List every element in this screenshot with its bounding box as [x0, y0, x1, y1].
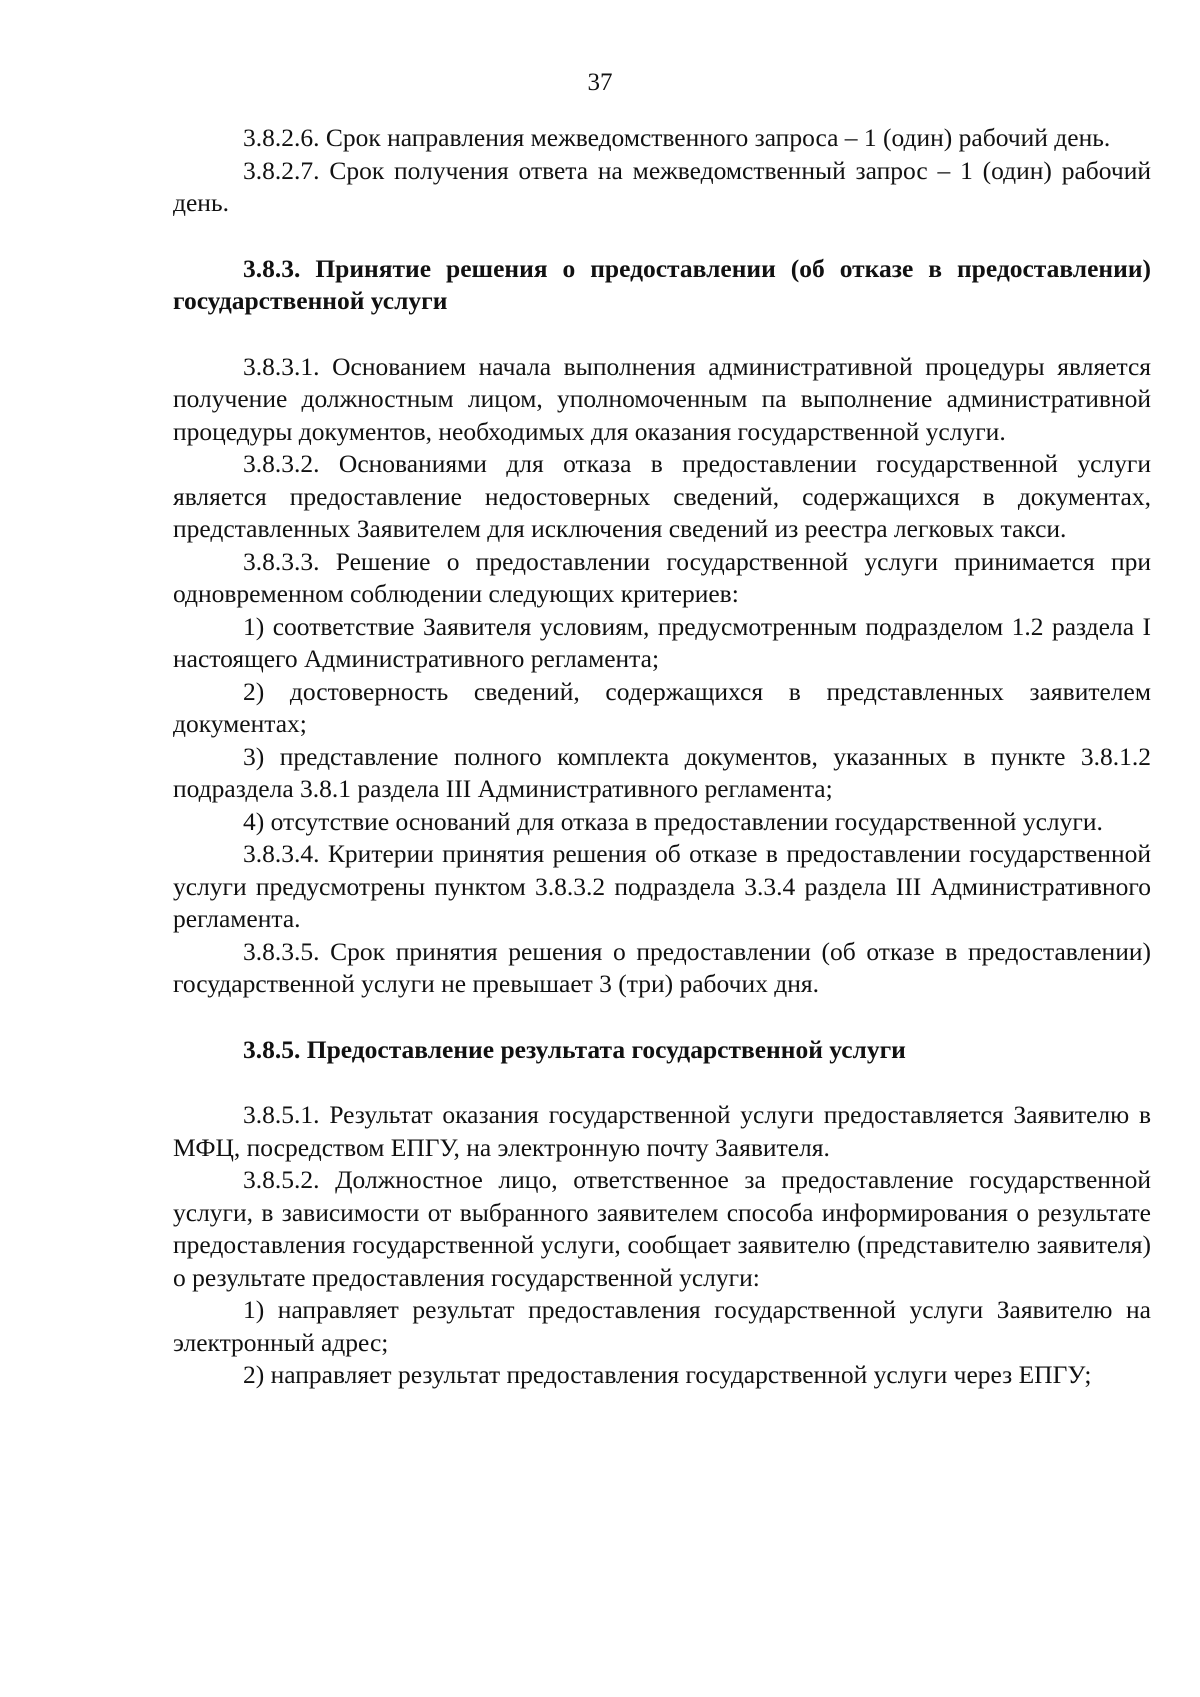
paragraph: 4) отсутствие оснований для отказа в предоставлении государственной услуги. [243, 806, 1103, 836]
blank-line [173, 1066, 1151, 1099]
paragraph: 3.8.5.2. Должностное лицо, ответственное за предоставление государственной услуги, в зависимости от выбранного заявителем способа информирования о результате предоставления государственной услуги, сообщает заявителю (представителю заявителя) о результате предоставления государственной услуги: [173, 1165, 1151, 1292]
page-number: 37 [587, 69, 613, 96]
paragraph: 3.8.5.1. Результат оказания государственной услуги предоставляется Заявителю в МФЦ, посредством ЕПГУ, на электронную почту Заявителя. [173, 1100, 1151, 1162]
blank-line [173, 1001, 1151, 1034]
blank-line [173, 220, 1151, 253]
paragraph: 1) направляет результат предоставления государственной услуги Заявителю на электронный адрес; [173, 1295, 1151, 1357]
paragraph: 3.8.2.6. Срок направления межведомственного запроса – 1 (один) рабочий день. [243, 123, 1111, 152]
section-heading: 3.8.3. Принятие решения о предоставлении (об отказе в предоставлении) государственной услуги [173, 253, 1151, 315]
paragraph: 3.8.3.1. Основанием начала выполнения административной процедуры является получение должностным лицом, уполномоченным па выполнение административной процедуры документов, необходимых для оказания государственной услуги. [173, 351, 1151, 446]
paragraph: 3) представление полного комплекта документов, указанных в пункте 3.8.1.2 подраздела 3.8.1 раздела III Административного регламента; [173, 741, 1151, 803]
paragraph: 3.8.3.3. Решение о предоставлении государственной услуги принимается при одновременном соблюдении следующих критериев: [173, 546, 1151, 608]
paragraph: 3.8.3.4. Критерии принятия решения об отказе в предоставлении государственной услуги предусмотрены пунктом 3.8.3.2 подраздела 3.3.4 раздела III Административного регламента. [173, 839, 1151, 933]
paragraph: 2) направляет результат предоставления государственной услуги через ЕПГУ; [243, 1360, 1092, 1389]
blank-line [173, 318, 1151, 351]
paragraph: 3.8.2.7. Срок получения ответа на межведомственный запрос – 1 (один) рабочий день. [173, 155, 1151, 217]
paragraph: 3.8.3.2. Основаниями для отказа в предоставлении государственной услуги является предоставление недостоверных сведений, содержащихся в документах, представленных Заявителем для исключения сведений из реестра легковых такси. [173, 449, 1151, 543]
section-heading: 3.8.5. Предоставление результата государственной услуги [243, 1034, 906, 1064]
document-body [173, 122, 1151, 1392]
paragraph: 1) соответствие Заявителя условиям, предусмотренным подразделом 1.2 раздела I настоящего Административного регламента; [173, 611, 1151, 673]
paragraph: 2) достоверность сведений, содержащихся в представленных заявителем документах; [173, 676, 1151, 738]
paragraph: 3.8.3.5. Срок принятия решения о предоставлении (об отказе в предоставлении) государственной услуги не превышает 3 (три) рабочих дня. [173, 936, 1151, 998]
